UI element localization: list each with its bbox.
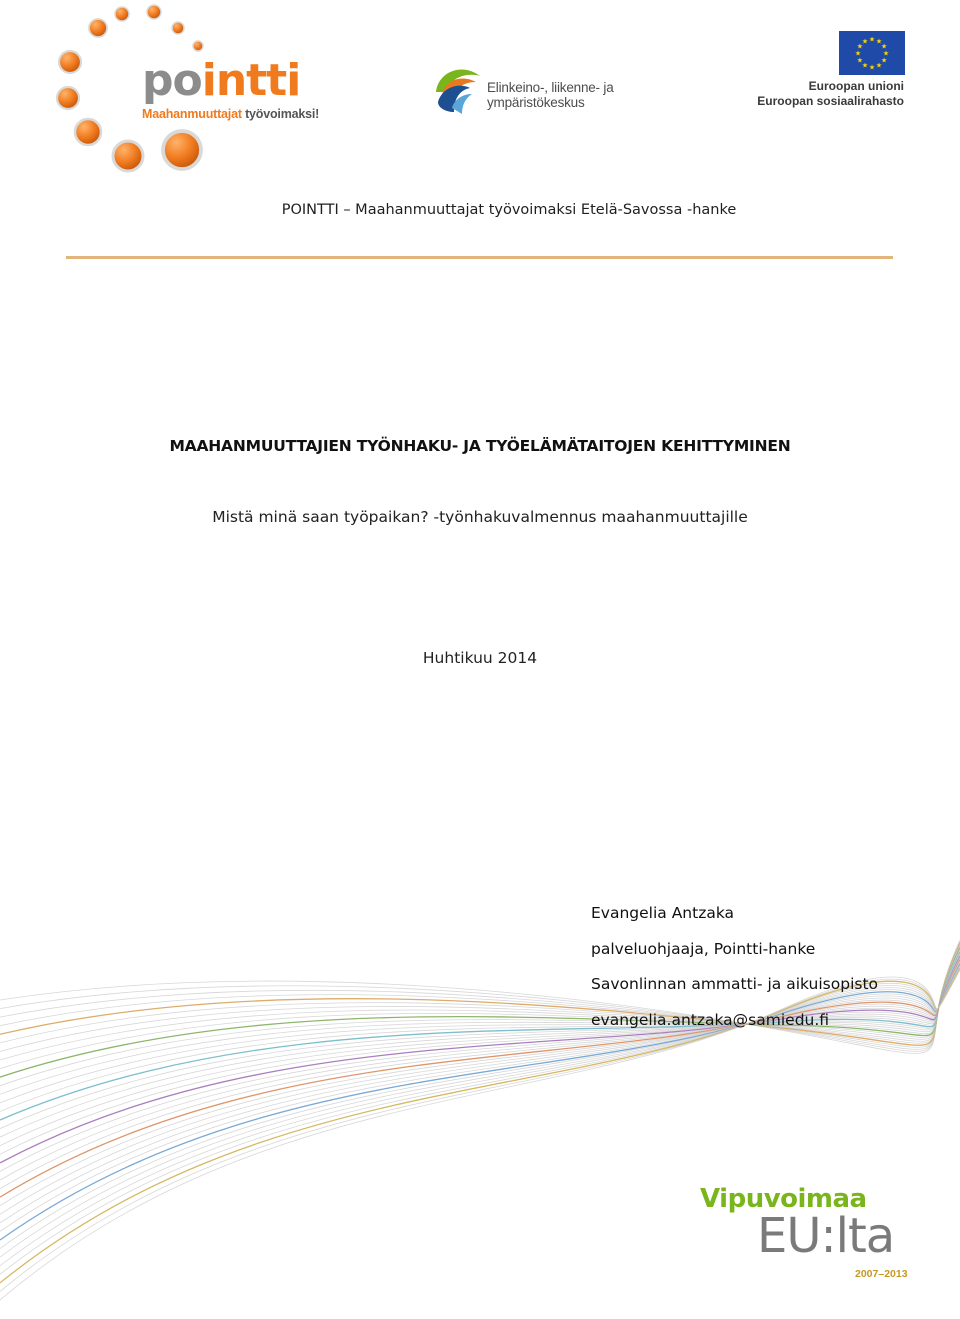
ely-name: Elinkeino-, liikenne- ja ympäristökeskus xyxy=(487,80,614,110)
author-organization: Savonlinnan ammatti- ja aikuisopisto xyxy=(591,975,879,993)
pointti-dot xyxy=(59,51,81,73)
eu-logo xyxy=(748,28,908,118)
eu-star-icon: ★ xyxy=(856,57,864,65)
pointti-dot xyxy=(113,141,143,171)
eu-flag-icon xyxy=(839,31,905,75)
eu-star-icon: ★ xyxy=(868,36,876,44)
pointti-dot xyxy=(75,119,101,145)
document-date: Huhtikuu 2014 xyxy=(422,649,538,667)
author-role: palveluohjaaja, Pointti-hanke xyxy=(591,939,816,958)
eu-star-icon: ★ xyxy=(861,38,869,46)
author-email: evangelia.antzaka@samiedu.fi xyxy=(591,1010,830,1029)
pointti-dot xyxy=(163,131,201,169)
pointti-dot xyxy=(115,7,129,21)
eu-star-icon: ★ xyxy=(880,43,888,51)
pointti-dot xyxy=(89,19,107,37)
eu-star-icon: ★ xyxy=(880,57,888,65)
pointti-dot xyxy=(193,41,203,51)
ely-keskus-logo xyxy=(432,62,662,118)
vipuvoimaa-eu-logo: Vipuvoimaa EU:lta 2007–2013 xyxy=(700,1184,908,1280)
eu-star-icon: ★ xyxy=(856,43,864,51)
pointti-dot xyxy=(57,87,79,109)
document-title: MAAHANMUUTTAJIEN TYÖNHAKU- JA TYÖELÄMÄTAITOJEN KEHITTYMINEN xyxy=(169,437,791,455)
eu-star-icon: ★ xyxy=(875,38,883,46)
eu-star-icon: ★ xyxy=(854,50,862,58)
document-subtitle: Mistä minä saan työpaikan? -työnhakuvalmennus maahanmuuttajille xyxy=(212,508,748,526)
author-name: Evangelia Antzaka xyxy=(591,904,735,922)
author-contact xyxy=(591,896,878,1038)
pointti-dot xyxy=(172,22,184,34)
ely-emblem-icon xyxy=(432,62,482,118)
running-header-title: POINTTI – Maahanmuuttajat työvoimaksi Etelä-Savossa -hanke xyxy=(281,202,737,218)
pointti-dot xyxy=(147,5,161,19)
header-divider xyxy=(66,256,893,259)
eu-star-icon: ★ xyxy=(875,62,883,70)
pointti-logo xyxy=(50,0,320,175)
eu-star-icon: ★ xyxy=(861,62,869,70)
pointti-slogan: Maahanmuuttajat työvoimaksi! xyxy=(142,107,320,121)
eu-star-icon: ★ xyxy=(882,50,890,58)
pointti-wordmark: pointti xyxy=(142,55,301,106)
eu-star-icon: ★ xyxy=(868,64,876,72)
eu-name: Euroopan unioni Euroopan sosiaalirahasto xyxy=(757,79,904,108)
